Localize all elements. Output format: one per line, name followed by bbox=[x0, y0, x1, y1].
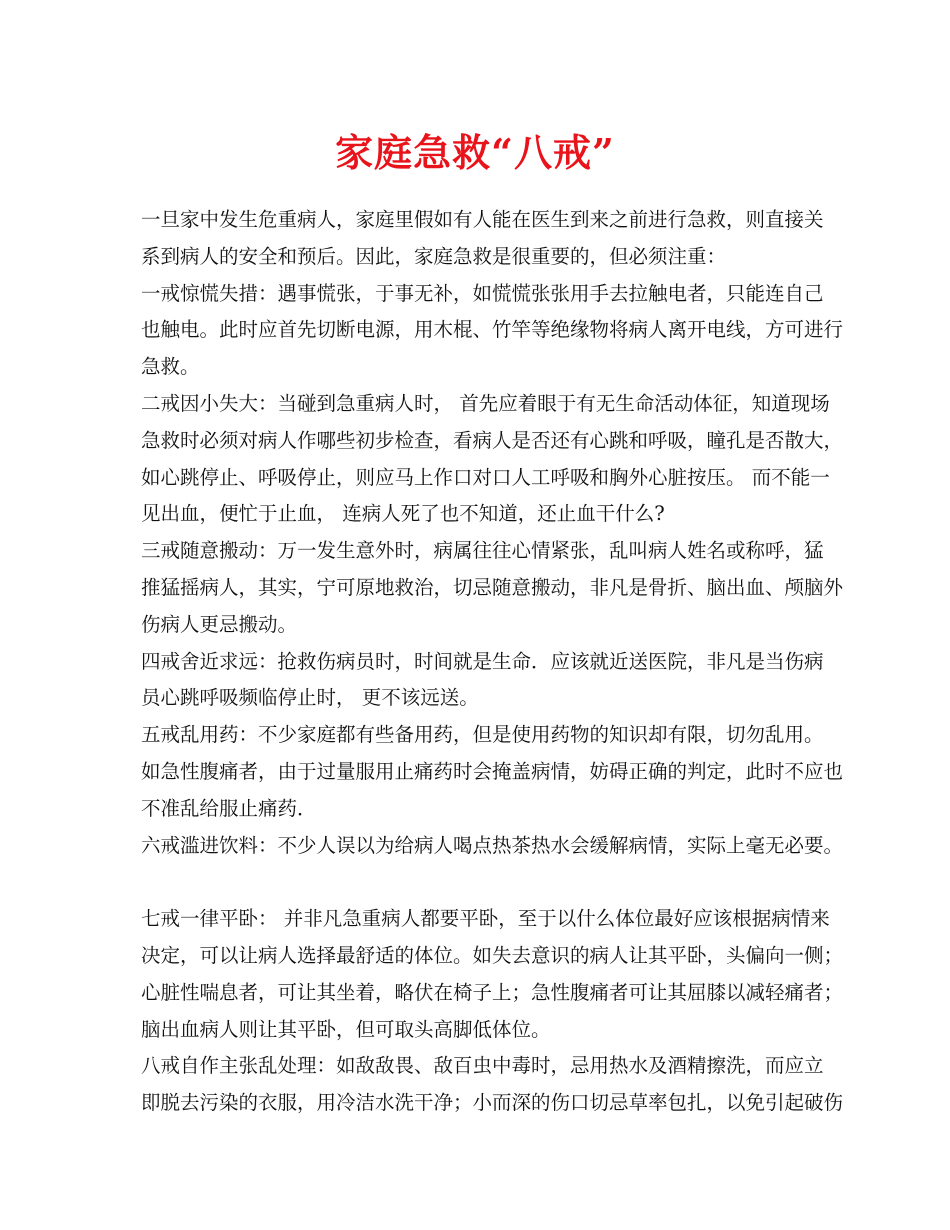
text-line: 系到病人的安全和预后。因此，家庭急救是很重要的，但必须注重： bbox=[141, 244, 727, 268]
blank-line bbox=[141, 864, 831, 901]
text-line: 心脏性喘息者，可让其坐着，略伏在椅子上；急性腹痛者可让其屈膝以减轻痛者； bbox=[141, 980, 844, 1004]
text-line: 五戒乱用药：不少家庭都有些备用药，但是使用药物的知识却有限，切勿乱用。 bbox=[141, 723, 824, 747]
text-line: 伤病人更忌搬动。 bbox=[141, 612, 298, 636]
text-line: 六戒滥进饮料：不少人误以为给病人喝点热茶热水会缓解病情，实际上毫无必要。 bbox=[141, 833, 844, 857]
text-line: 四戒舍近求远：抢救伤病员时，时间就是生命．应该就近送医院，非凡是当伤病 bbox=[141, 649, 824, 673]
text-line: 急救。 bbox=[141, 355, 200, 379]
text-line: 二戒因小失大：当碰到急重病人时， 首先应着眼于有无生命活动体征，知道现场 bbox=[141, 391, 830, 415]
text-line: 急救时必须对病人作哪些初步检查，看病人是否还有心跳和呼吸，瞳孔是否散大， bbox=[141, 428, 844, 452]
text-line: 如急性腹痛者，由于过量服用止痛药时会掩盖病情，妨碍正确的判定，此时不应也 bbox=[141, 759, 844, 783]
text-line: 员心跳呼吸频临停止时， 更不该远送。 bbox=[141, 686, 479, 710]
text-line: 不准乱给服止痛药． bbox=[141, 796, 317, 820]
text-line: 也触电。此时应首先切断电源，用木棍、竹竿等绝缘物将病人离开电线，方可进行 bbox=[141, 318, 844, 342]
text-line: 即脱去污染的衣服，用冷洁水洗干净；小而深的伤口切忌草率包扎，以免引起破伤 bbox=[141, 1091, 844, 1115]
text-line: 三戒随意搬动：万一发生意外时，病属往往心情紧张，乱叫病人姓名或称呼，猛 bbox=[141, 539, 824, 563]
text-line: 一旦家中发生危重病人，家庭里假如有人能在医生到来之前进行急救，则直接关 bbox=[141, 208, 824, 231]
text-line: 七戒一律平卧： 并非凡急重病人都要平卧，至于以什么体位最好应该根据病情来 bbox=[141, 907, 830, 931]
text-line: 见出血，便忙于止血， 连病人死了也不知道，还止血干什么? bbox=[141, 502, 665, 526]
text-line: 一戒惊慌失措：遇事慌张，于事无补，如慌慌张张用手去拉触电者，只能连自己 bbox=[141, 281, 824, 305]
text-line: 八戒自作主张乱处理：如敌敌畏、敌百虫中毒时，忌用热水及酒精擦洗，而应立 bbox=[141, 1054, 824, 1078]
page-title: 家庭急救“八戒” bbox=[335, 130, 615, 175]
text-line: 脑出血病人则让其平卧，但可取头高脚低体位。 bbox=[141, 1017, 551, 1041]
text-line: 推猛摇病人，其实，宁可原地救治，切忌随意搬动，非凡是骨折、脑出血、颅脑外 bbox=[141, 575, 844, 599]
text-line: 决定，可以让病人选择最舒适的体位。如失去意识的病人让其平卧，头偏向一侧； bbox=[141, 943, 844, 967]
text-line: 如心跳停止、呼吸停止，则应马上作口对口人工呼吸和胸外心脏按压。 而不能一 bbox=[141, 465, 830, 489]
document-body bbox=[141, 202, 844, 1122]
